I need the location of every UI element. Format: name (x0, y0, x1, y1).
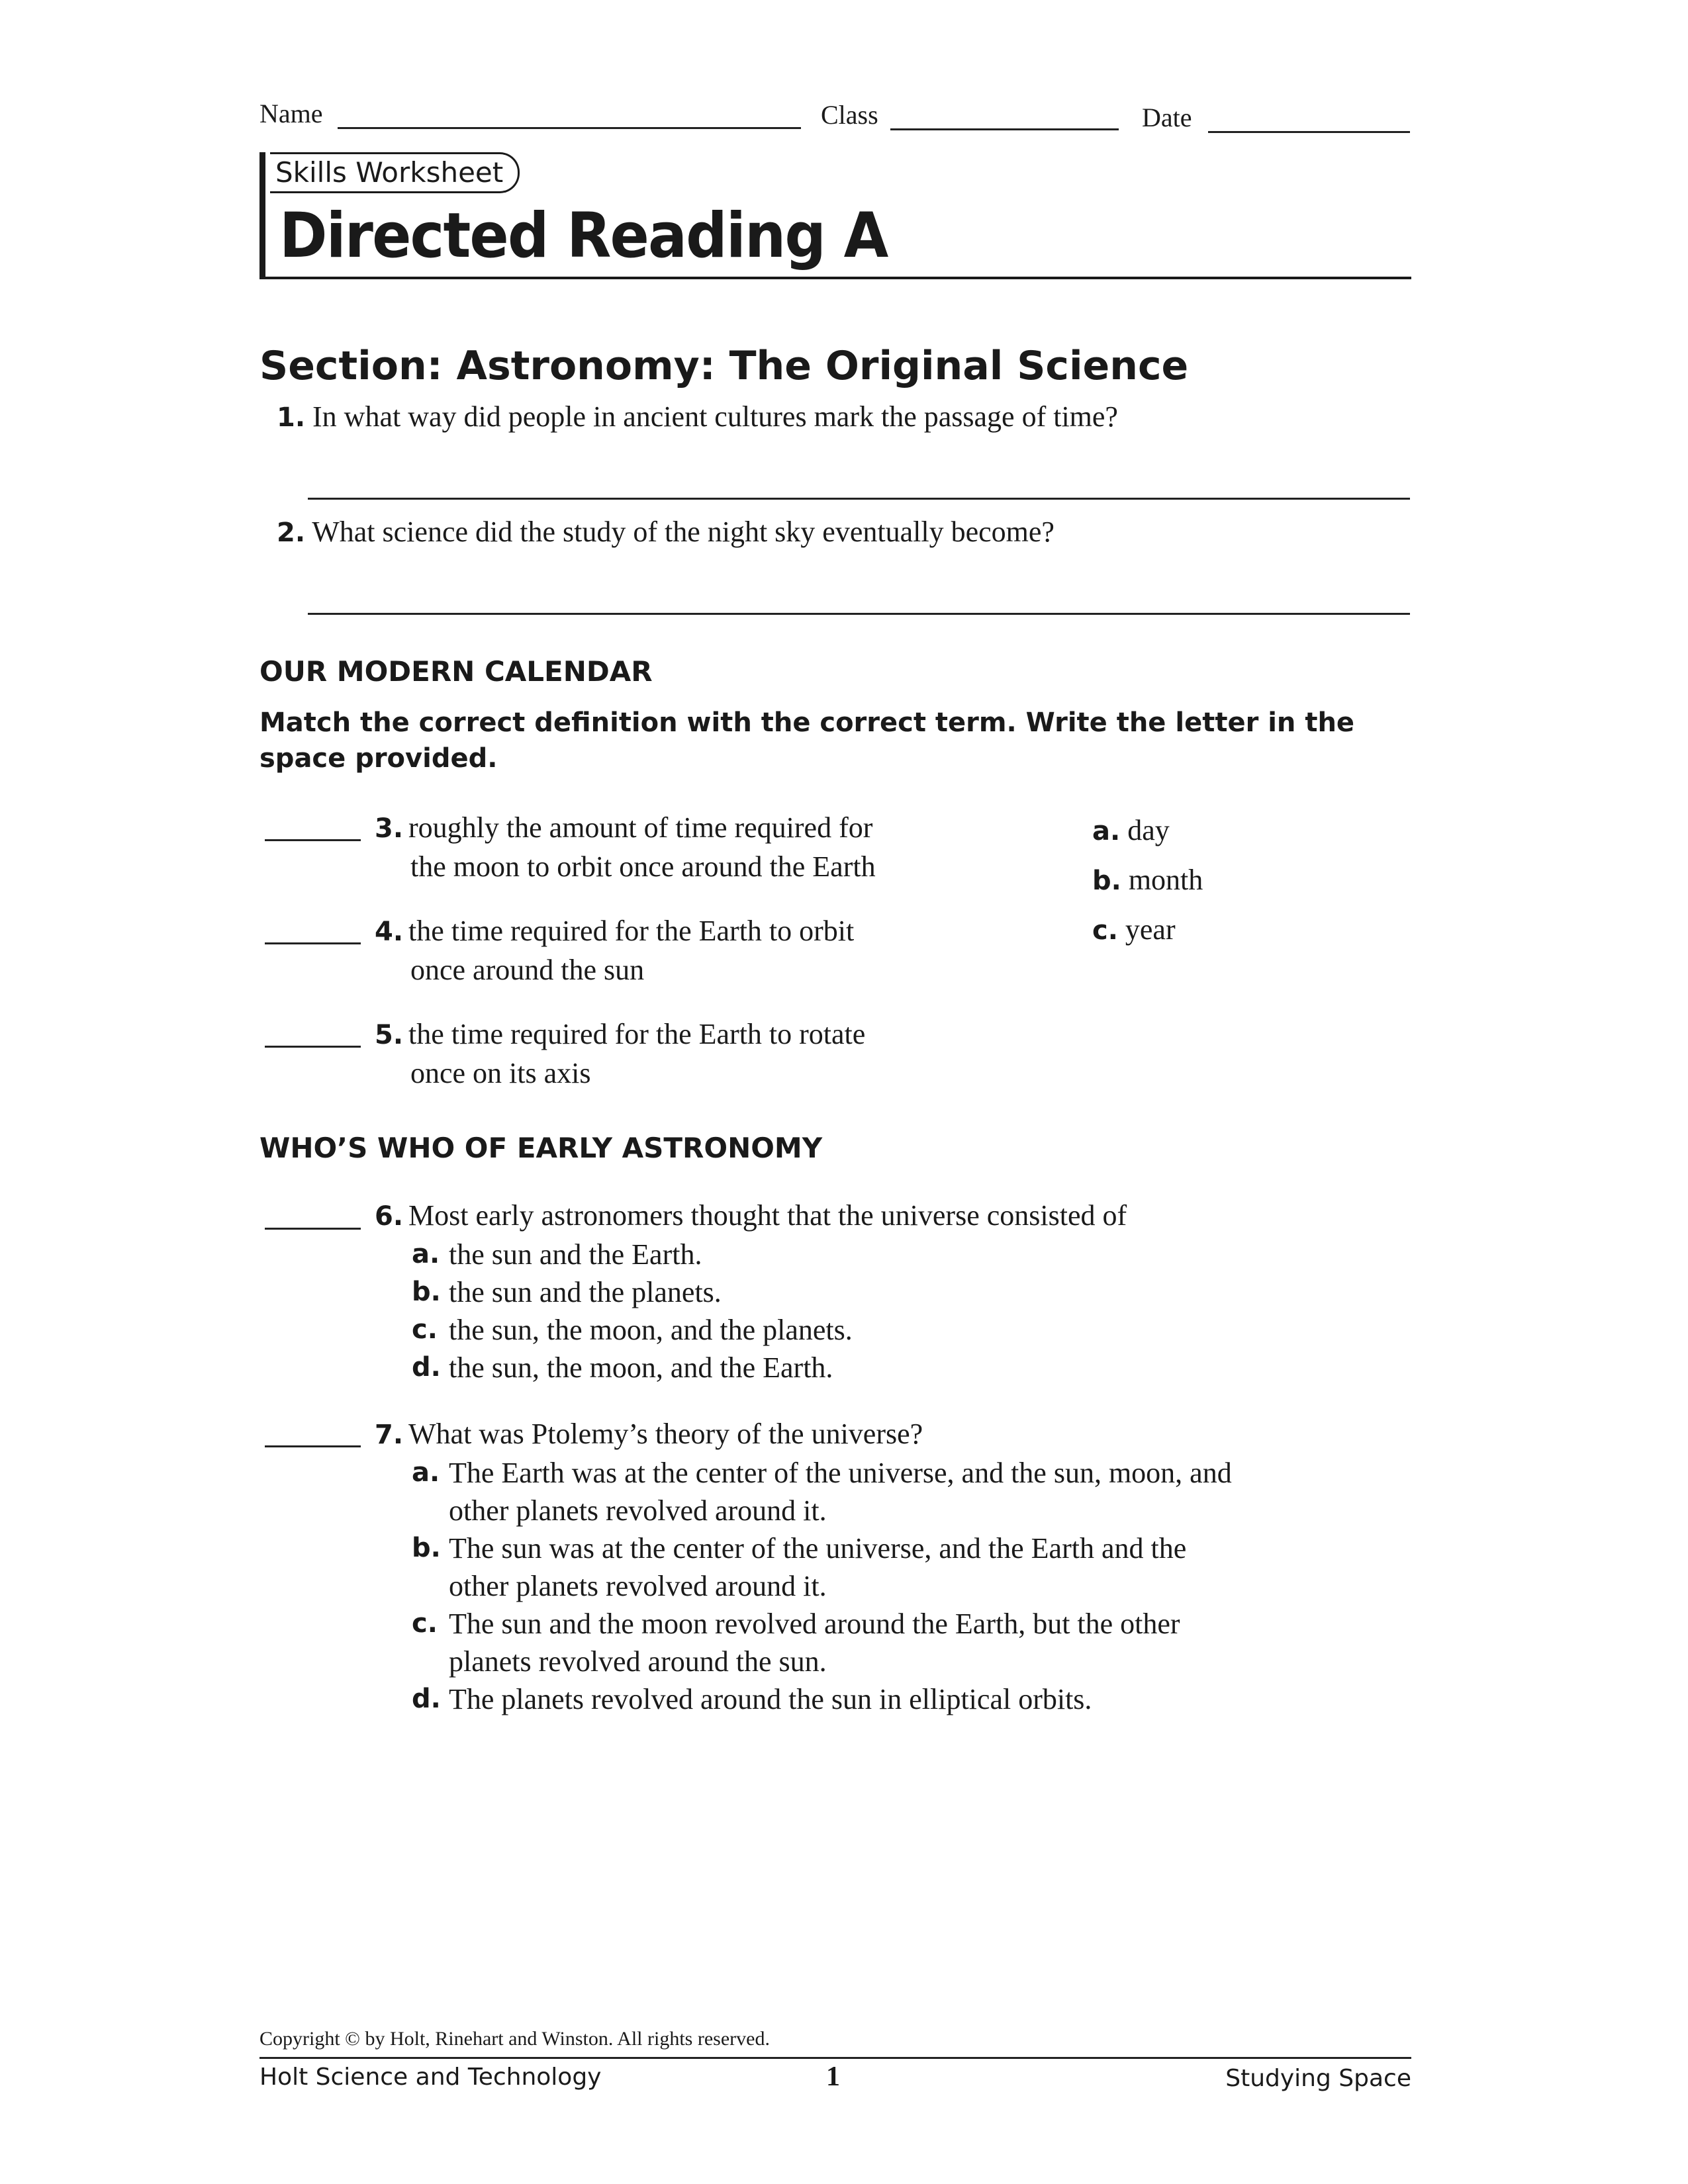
title-accent-bar (259, 152, 265, 278)
term-month: b. month (1092, 864, 1203, 896)
section-title: Section: Astronomy: The Original Science (259, 343, 1189, 389)
answer-blank-5[interactable] (265, 1046, 361, 1048)
answer-line-2[interactable] (308, 613, 1410, 615)
item-number: 3. (375, 813, 404, 844)
title-block (259, 147, 1411, 279)
option-b: b. the sun and the planets. (412, 1276, 722, 1308)
answer-line-1[interactable] (308, 498, 1410, 500)
option-b: b. The sun was at the center of the universe, and the Earth and the other planets revolved around it. (412, 1532, 1187, 1602)
date-field-line[interactable] (1208, 131, 1410, 133)
answer-blank-7[interactable] (265, 1445, 361, 1447)
answer-blank-3[interactable] (265, 839, 361, 841)
whos-who-heading: WHO’S WHO OF EARLY ASTRONOMY (259, 1132, 823, 1164)
item-text-line: once around the sun (410, 954, 645, 986)
name-label: Name (259, 99, 323, 128)
term-day: a. day (1092, 814, 1170, 846)
item-text-line: roughly the amount of time required for (408, 811, 873, 844)
class-label: Class (821, 100, 878, 130)
item-text-line: the moon to orbit once around the Earth (410, 850, 876, 883)
option-d: d. the sun, the moon, and the Earth. (412, 1351, 833, 1384)
class-field-line[interactable] (890, 128, 1119, 130)
answer-blank-4[interactable] (265, 942, 361, 944)
option-c: c. the sun, the moon, and the planets. (412, 1314, 853, 1346)
question-6 (375, 1197, 1127, 1387)
matching-item-3 (375, 809, 876, 886)
option-a: a. The Earth was at the center of the universe, and the sun, moon, and other planets revolved around it. (412, 1457, 1232, 1527)
item-text-line: the time required for the Earth to orbit (408, 915, 855, 947)
title-underline (259, 277, 1411, 279)
page-number: 1 (826, 2062, 840, 2092)
question-1 (277, 400, 1118, 433)
question-text: What was Ptolemy’s theory of the universe? (408, 1418, 923, 1450)
option-a: a. the sun and the Earth. (412, 1238, 702, 1271)
question-7 (375, 1415, 1232, 1718)
calendar-heading: OUR MODERN CALENDAR (259, 655, 653, 688)
question-text: In what way did people in ancient cultures mark the passage of time? (312, 400, 1118, 433)
name-field-line[interactable] (338, 127, 801, 129)
matching-item-4 (375, 912, 854, 989)
footer-book-title: Holt Science and Technology (259, 2064, 602, 2091)
footer-chapter-title: Studying Space (1225, 2065, 1411, 2092)
date-label: Date (1142, 103, 1192, 132)
item-number: 4. (375, 917, 404, 947)
option-d: d. The planets revolved around the sun in elliptical orbits. (412, 1683, 1092, 1715)
footer-rule (259, 2057, 1411, 2059)
copyright-notice: Copyright © by Holt, Rinehart and Winston. All rights reserved. (259, 2028, 770, 2050)
question-number: 1. (277, 402, 306, 433)
worksheet-type-tab: Skills Worksheet (270, 152, 520, 193)
question-number: 2. (277, 518, 306, 548)
page-title: Directed Reading A (279, 200, 888, 272)
question-text: What science did the study of the night sky eventually become? (312, 516, 1055, 548)
question-2 (277, 515, 1055, 549)
calendar-instructions: Match the correct definition with the correct term. Write the letter in the space provided. (259, 707, 1355, 774)
option-c: c. The sun and the moon revolved around the Earth, but the other planets revolved around the sun. (412, 1608, 1180, 1678)
question-number: 7. (375, 1420, 404, 1450)
term-list (1092, 806, 1203, 955)
item-text-line: once on its axis (410, 1057, 591, 1089)
question-text: Most early astronomers thought that the universe consisted of (408, 1199, 1127, 1232)
item-number: 5. (375, 1020, 404, 1050)
item-text-line: the time required for the Earth to rotate (408, 1018, 866, 1050)
answer-blank-6[interactable] (265, 1228, 361, 1230)
question-number: 6. (375, 1201, 404, 1232)
term-year: c. year (1092, 913, 1176, 946)
matching-item-5 (375, 1015, 865, 1092)
